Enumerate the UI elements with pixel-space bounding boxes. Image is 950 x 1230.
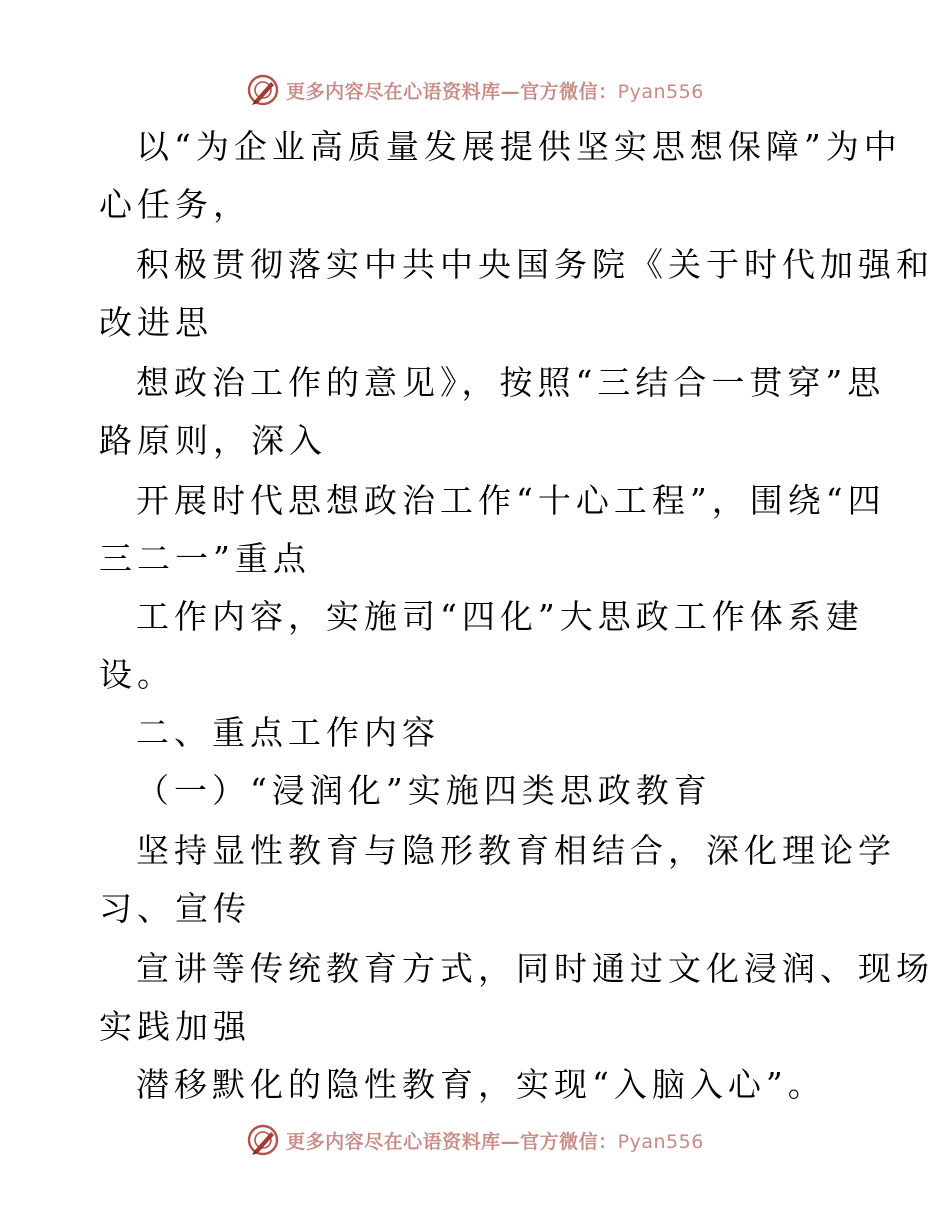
- text-line: 实践加强: [99, 1007, 251, 1046]
- text-line: 三二一”重点: [99, 539, 311, 578]
- text-line: 坚持显性教育与隐形教育相结合，深化理论学: [136, 831, 896, 870]
- footer-watermark: [0, 1120, 950, 1160]
- header-watermark: [0, 70, 950, 110]
- text-line: 开展时代思想政治工作“十心工程”，围绕“四: [136, 481, 886, 520]
- text-line: 想政治工作的意见》，按照“三结合一贯穿”思: [136, 363, 886, 402]
- text-line: 以“为企业高质量发展提供坚实思想保障”为中: [136, 127, 902, 166]
- watermark-text: 更多内容尽在心语资料库—官方微信：Pyan556: [286, 80, 704, 103]
- text-line: 心任务，: [99, 185, 251, 224]
- text-line: 路原则，深入: [99, 421, 327, 460]
- text-line: 设。: [99, 655, 175, 694]
- watermark-text: 更多内容尽在心语资料库—官方微信：Pyan556: [286, 1130, 704, 1153]
- text-line: 习、宣传: [99, 889, 251, 928]
- text-line: 宣讲等传统教育方式，同时通过文化浸润、现场: [136, 949, 934, 988]
- text-line: 工作内容，实施司“四化”大思政工作体系建: [136, 597, 864, 636]
- text-line: 积极贯彻落实中共中央国务院《关于时代加强和: [136, 245, 934, 284]
- pen-logo-icon: [246, 1123, 280, 1157]
- text-line: 潜移默化的隐性教育，实现“入脑入心”。: [136, 1065, 826, 1104]
- text-line: 改进思: [99, 303, 213, 342]
- pen-logo-icon: [246, 73, 280, 107]
- subsection-heading: （一）“浸润化”实施四类思政教育: [136, 771, 712, 810]
- section-heading: 二、重点工作内容: [136, 713, 440, 752]
